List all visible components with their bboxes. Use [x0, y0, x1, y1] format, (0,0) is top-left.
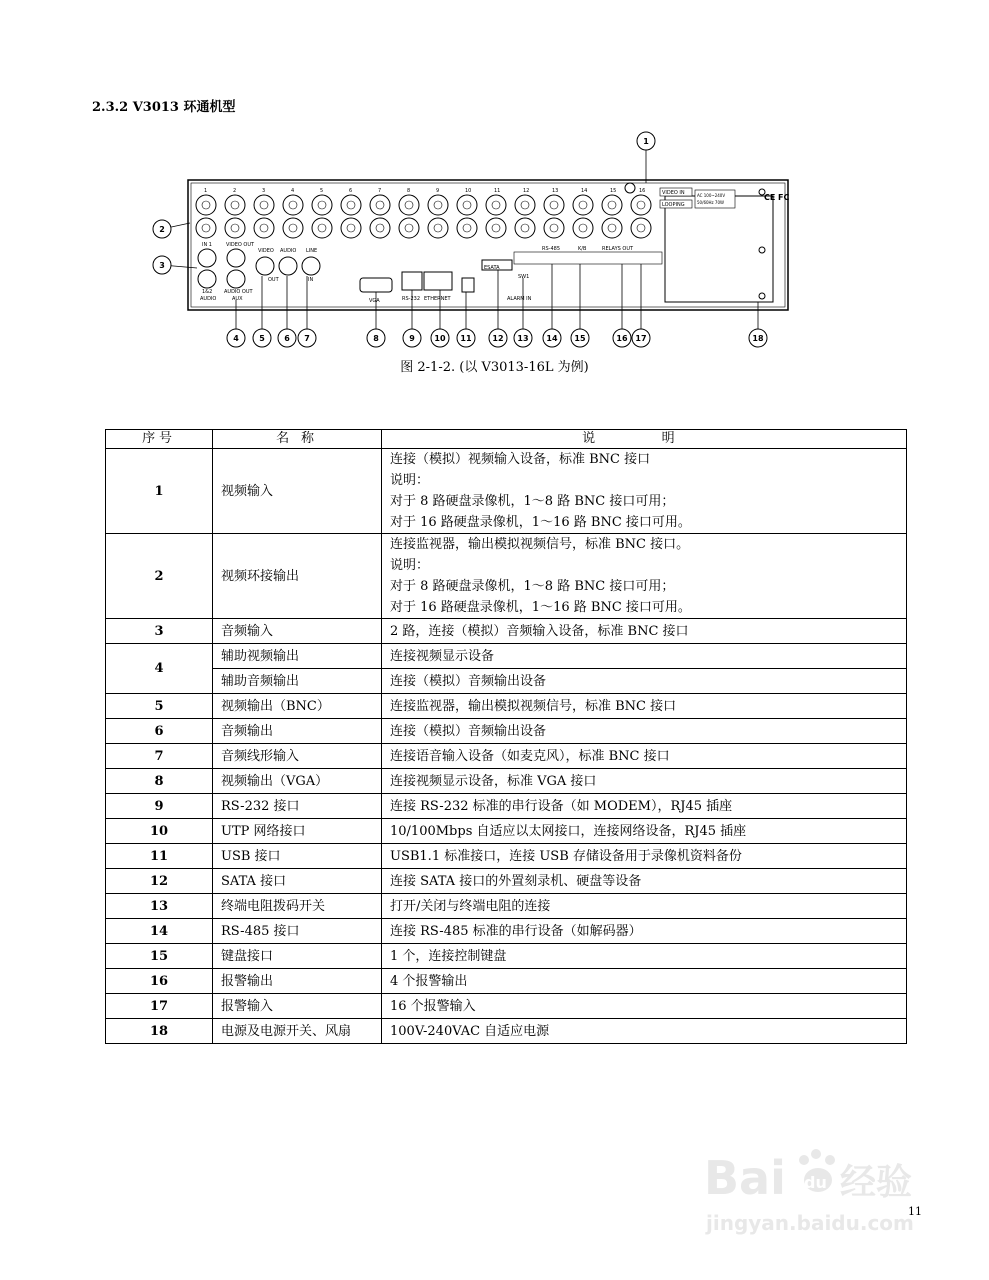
description-line: 说明：	[390, 473, 430, 488]
bnc-video-in	[544, 195, 564, 215]
label-in: IN	[308, 277, 314, 283]
row-name: 电源及电源开关、风扇	[213, 1019, 382, 1044]
channel-number: 12	[523, 188, 530, 194]
label-fc: FC	[778, 193, 790, 202]
label-out: OUT	[268, 277, 279, 283]
callout-number: 13	[517, 334, 529, 343]
label-video: VIDEO	[258, 248, 274, 254]
bnc-looping	[283, 218, 303, 238]
bnc-video-in	[428, 195, 448, 215]
description-line: 对于 8 路硬盘录像机，1～8 路 BNC 接口可用；	[390, 579, 675, 594]
figure-caption: 图 2-1-2. (以 V3013-16L 为例)	[400, 360, 589, 375]
label-line: LINE	[306, 248, 318, 254]
bnc-video-in	[225, 195, 245, 215]
label-ce: CE	[764, 193, 776, 202]
table-row	[106, 534, 907, 619]
row-description: 打开/关闭与终端电阻的连接	[382, 894, 907, 919]
watermark-url: jingyan.baidu.com	[706, 1211, 914, 1235]
table-row	[106, 744, 907, 769]
bnc-looping	[544, 218, 564, 238]
bnc-video-in	[399, 195, 419, 215]
row-name: 音频输入	[213, 619, 382, 644]
callout-number: 6	[284, 334, 290, 343]
table-row	[106, 449, 907, 534]
row-name: 音频输出	[213, 719, 382, 744]
table-row	[106, 819, 907, 844]
table-row	[106, 769, 907, 794]
row-name: SATA 接口	[213, 869, 382, 894]
row-number: 3	[106, 619, 213, 644]
label-audio-left: 1&2	[202, 289, 213, 295]
row-number: 10	[106, 819, 213, 844]
row-description: USB1.1 标准接口，连接 USB 存储设备用于录像机资料备份	[382, 844, 907, 869]
table-row	[106, 794, 907, 819]
row-name: 视频输出（BNC）	[213, 694, 382, 719]
bnc-video-in	[283, 195, 303, 215]
row-name: 终端电阻拨码开关	[213, 894, 382, 919]
channel-number: 16	[639, 188, 646, 194]
row-name: 视频输入	[213, 449, 382, 534]
label-video-out: VIDEO OUT	[226, 242, 255, 248]
watermark-logo	[700, 1130, 940, 1240]
table-row	[106, 669, 907, 694]
bnc-video-in	[254, 195, 274, 215]
callout-number: 14	[546, 334, 558, 343]
table-row	[106, 694, 907, 719]
bnc-looping	[573, 218, 593, 238]
row-description	[382, 449, 907, 534]
bnc-video-in	[312, 195, 332, 215]
channel-number: 6	[349, 188, 353, 194]
row-description	[382, 534, 907, 619]
description-line: 对于 8 路硬盘录像机，1～8 路 BNC 接口可用；	[390, 494, 675, 509]
watermark-text: Bai	[704, 1151, 786, 1205]
header-name: 名 称	[213, 430, 382, 449]
row-description: 连接 RS-485 标准的串行设备（如解码器）	[382, 919, 907, 944]
bnc-video-in	[602, 195, 622, 215]
bnc-video-in	[341, 195, 361, 215]
bnc-looping	[254, 218, 274, 238]
row-number: 7	[106, 744, 213, 769]
description-line: 说明：	[390, 558, 430, 573]
table-row	[106, 619, 907, 644]
rear-panel-diagram	[150, 128, 790, 350]
callout-number: 17	[635, 334, 647, 343]
row-description: 4 个报警输出	[382, 969, 907, 994]
bnc-looping	[225, 218, 245, 238]
row-number: 9	[106, 794, 213, 819]
channel-number: 2	[233, 188, 237, 194]
row-name: 视频环接输出	[213, 534, 382, 619]
table-row	[106, 969, 907, 994]
label-rs485: RS-485	[542, 246, 560, 252]
row-number: 4	[106, 644, 213, 694]
callout-number: 9	[409, 334, 415, 343]
table-row	[106, 994, 907, 1019]
bnc-video-in	[573, 195, 593, 215]
label-power: AC 100~240V	[697, 193, 726, 198]
label-audio: AUDIO	[280, 248, 297, 254]
bnc-looping	[602, 218, 622, 238]
row-number: 5	[106, 694, 213, 719]
callout-number: 4	[233, 334, 239, 343]
table-row	[106, 844, 907, 869]
row-description: 1 个，连接控制键盘	[382, 944, 907, 969]
callout-number: 16	[616, 334, 628, 343]
row-description: 10/100Mbps 自适应以太网接口，连接网络设备，RJ45 插座	[382, 819, 907, 844]
row-description: 连接 RS-232 标准的串行设备（如 MODEM），RJ45 插座	[382, 794, 907, 819]
bnc-video-in	[515, 195, 535, 215]
row-number: 15	[106, 944, 213, 969]
row-description: 16 个报警输入	[382, 994, 907, 1019]
table-row	[106, 944, 907, 969]
section-heading: 2.3.2 V3013 环通机型	[92, 100, 236, 115]
bnc-looping	[370, 218, 390, 238]
row-name: 报警输出	[213, 969, 382, 994]
description-line: 对于 16 路硬盘录像机，1～16 路 BNC 接口可用。	[390, 515, 691, 530]
callout-number: 2	[159, 225, 165, 234]
bnc-video-in	[486, 195, 506, 215]
header-desc: 说 明	[382, 430, 907, 449]
row-description: 连接语音输入设备（如麦克风），标准 BNC 接口	[382, 744, 907, 769]
table-row	[106, 894, 907, 919]
channel-number: 5	[320, 188, 324, 194]
label-rs232: RS-232	[402, 296, 420, 302]
row-description: 连接 SATA 接口的外置刻录机、硬盘等设备	[382, 869, 907, 894]
watermark-text3: 经验	[840, 1162, 913, 1203]
channel-number: 4	[291, 188, 295, 194]
row-description: 连接（模拟）音频输出设备	[382, 669, 907, 694]
row-name: UTP 网络接口	[213, 819, 382, 844]
label-esata: ESATA	[484, 265, 500, 271]
row-number: 8	[106, 769, 213, 794]
row-description: 连接视频显示设备	[382, 644, 907, 669]
row-number: 18	[106, 1019, 213, 1044]
bnc-video-in	[631, 195, 651, 215]
label-audio-out: AUDIO OUT	[224, 289, 253, 295]
description-line: 对于 16 路硬盘录像机，1～16 路 BNC 接口可用。	[390, 600, 691, 615]
bnc-video-in	[457, 195, 477, 215]
row-number: 14	[106, 919, 213, 944]
table-body	[106, 449, 907, 1044]
row-name: 报警输入	[213, 994, 382, 1019]
callout-number: 12	[492, 334, 504, 343]
row-name: 键盘接口	[213, 944, 382, 969]
channel-number: 3	[262, 188, 266, 194]
label-audio-left2: AUDIO	[200, 296, 217, 302]
watermark-text2: du	[804, 1173, 827, 1192]
callout-number: 10	[434, 334, 446, 343]
label-vga: VGA	[369, 298, 380, 304]
channel-number: 8	[407, 188, 411, 194]
callout-number: 3	[159, 261, 165, 270]
bnc-looping	[486, 218, 506, 238]
description-line: 连接监视器，输出模拟视频信号，标准 BNC 接口。	[390, 537, 690, 552]
bnc-looping	[196, 218, 216, 238]
row-number: 11	[106, 844, 213, 869]
row-number: 6	[106, 719, 213, 744]
label-in1: IN 1	[202, 242, 212, 248]
table-row	[106, 644, 907, 669]
row-number: 1	[106, 449, 213, 534]
channel-number: 14	[581, 188, 588, 194]
row-number: 16	[106, 969, 213, 994]
row-description: 2 路，连接（模拟）音频输入设备，标准 BNC 接口	[382, 619, 907, 644]
bnc-video-in	[370, 195, 390, 215]
row-name: 辅助音频输出	[213, 669, 382, 694]
bnc-looping	[457, 218, 477, 238]
label-looping: LOOPING	[662, 202, 685, 208]
bnc-video-in	[196, 195, 216, 215]
callout-number: 8	[373, 334, 379, 343]
label-power2: 50/60Hz 70W	[697, 200, 724, 205]
bnc-looping	[341, 218, 361, 238]
table-row	[106, 1019, 907, 1044]
bnc-looping	[399, 218, 419, 238]
label-aux: AUX	[232, 296, 243, 302]
channel-number: 1	[204, 188, 208, 194]
channel-number: 15	[610, 188, 617, 194]
row-name: 辅助视频输出	[213, 644, 382, 669]
row-name: RS-485 接口	[213, 919, 382, 944]
label-video-in: VIDEO IN	[662, 190, 685, 196]
row-description: 连接（模拟）音频输出设备	[382, 719, 907, 744]
channel-number: 13	[552, 188, 559, 194]
row-name: RS-232 接口	[213, 794, 382, 819]
row-description: 连接监视器，输出模拟视频信号，标准 BNC 接口	[382, 694, 907, 719]
channel-number: 11	[494, 188, 501, 194]
label-ethernet: ETHERNET	[424, 296, 451, 302]
bnc-looping	[631, 218, 651, 238]
label-sw1: SW1	[518, 274, 530, 280]
table-header-row	[106, 430, 907, 449]
callout-number: 15	[574, 334, 586, 343]
channel-number: 9	[436, 188, 440, 194]
callout-number: 18	[752, 334, 764, 343]
callout-number: 7	[304, 334, 310, 343]
bnc-looping	[312, 218, 332, 238]
row-name: 视频输出（VGA）	[213, 769, 382, 794]
label-relays-out: RELAYS OUT	[602, 246, 634, 252]
callout-number: 11	[460, 334, 472, 343]
channel-number: 7	[378, 188, 382, 194]
port-description-table	[105, 429, 907, 1044]
description-line: 连接（模拟）视频输入设备，标准 BNC 接口	[390, 452, 651, 467]
bnc-looping	[428, 218, 448, 238]
row-name: USB 接口	[213, 844, 382, 869]
table-row	[106, 869, 907, 894]
row-description: 100V-240VAC 自适应电源	[382, 1019, 907, 1044]
esata-port	[482, 260, 512, 271]
row-name: 音频线形输入	[213, 744, 382, 769]
channel-number: 10	[465, 188, 472, 194]
row-number: 12	[106, 869, 213, 894]
callout-number: 1	[643, 137, 649, 146]
callout-number: 5	[259, 334, 265, 343]
row-number: 2	[106, 534, 213, 619]
label-alarm-in: ALARM IN	[507, 296, 532, 302]
page-number: 11	[908, 1205, 922, 1218]
row-number: 13	[106, 894, 213, 919]
table-row	[106, 919, 907, 944]
label-kb: K/B	[578, 246, 587, 252]
bnc-looping	[515, 218, 535, 238]
header-no: 序号	[106, 430, 213, 449]
table-row	[106, 719, 907, 744]
row-description: 连接视频显示设备，标准 VGA 接口	[382, 769, 907, 794]
row-number: 17	[106, 994, 213, 1019]
